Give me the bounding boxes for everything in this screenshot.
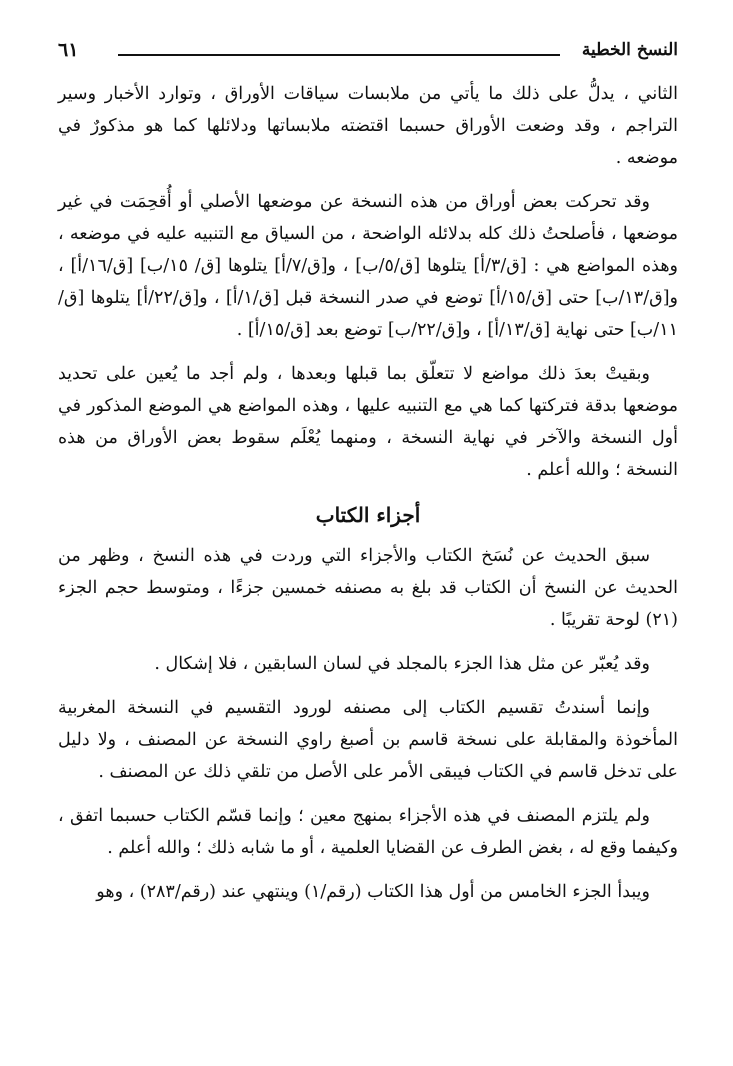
page-body xyxy=(58,78,678,908)
paragraph: الثاني ، يدلُّ على ذلك ما يأتي من ملابسات سياقات الأوراق ، وتوارد الأخبار وسير التراجم ، وقد وضعت الأوراق حسبما اقتضته ملابساتها ودلائلها كما هو مذكورٌ في موضعه . xyxy=(58,84,678,168)
paragraph: ولم يلتزم المصنف في هذه الأجزاء بمنهج معين ؛ وإنما قسّم الكتاب حسبما اتفق ، وكيفما وقع له ، بغض الطرف عن القضايا العلمية ، أو ما شابه ذلك ؛ والله أعلم . xyxy=(58,806,678,858)
section-heading: أجزاء الكتاب xyxy=(315,503,421,527)
header-rule xyxy=(118,54,560,56)
paragraph: ويبدأ الجزء الخامس من أول هذا الكتاب (رقم/١) وينتهي عند (رقم/٢٨٣) ، وهو xyxy=(96,882,650,902)
paragraph: وبقيتْ بعدَ ذلك مواضع لا تتعلّق بما قبلها وبعدها ، ولم أجد ما يُعين على تحديد موضعها بدقة فتركتها كما هي مع التنبيه عليها ، وهذه المواضع هي الموضع المذكور في أول النسخة والآخر في نهاية النسخة ، ومنهما يُعْلَم سقوط بعض الأوراق من هذه النسخة ؛ والله أعلم . xyxy=(58,364,678,480)
running-title: النسخ الخطية xyxy=(581,40,678,60)
paragraph: وقد تحركت بعض أوراق من هذه النسخة عن موضعها الأصلي أو أُقحِمَت في غير موضعها ، فأصلحتُ ذلك كله بدلائله الواضحة ، من السياق مع التنبيه عليه في موضعه ، وهذه المواضع هي : [ق/٣/أ] يتلوها [ق/٥/ب] ، و[ق/٧/أ] يتلوها [ق/ ١٥/ب] [ق/١٦/أ] ، و[ق/١٣/ب] حتى [ق/١٥/أ] توضع في صدر النسخة قبل [ق/١/أ] ، و[ق/٢٢/أ] يتلوها [ق/١١/ب] حتى نهاية [ق/١٣/أ] ، و[ق/٢٢/ب] توضع بعد [ق/١٥/أ] . xyxy=(58,192,679,340)
paragraph: وإنما أسندتُ تقسيم الكتاب إلى مصنفه لورود التقسيم في النسخة المغربية المأخوذة والمقابلة على نسخة قاسم بن أصبغ راوي النسخة عن المصنف ، ولا دليل على تدخل قاسم في الكتاب فيبقى الأمر على الأصل من تلقي ذلك عن المصنف . xyxy=(58,698,678,782)
paragraph: سبق الحديث عن نُسَخ الكتاب والأجزاء التي وردت في هذه النسخ ، وظهر من الحديث عن النسخ أن الكتاب قد بلغ به مصنفه خمسين جزءًا ، ومتوسط حجم الجزء (٢١) لوحة تقريبًا . xyxy=(58,546,678,630)
page-number: ٦١ xyxy=(58,39,79,61)
page-header xyxy=(58,30,678,70)
book-page xyxy=(58,30,678,1050)
paragraph: وقد يُعبّر عن مثل هذا الجزء بالمجلد في لسان السابقين ، فلا إشكال . xyxy=(154,654,650,674)
